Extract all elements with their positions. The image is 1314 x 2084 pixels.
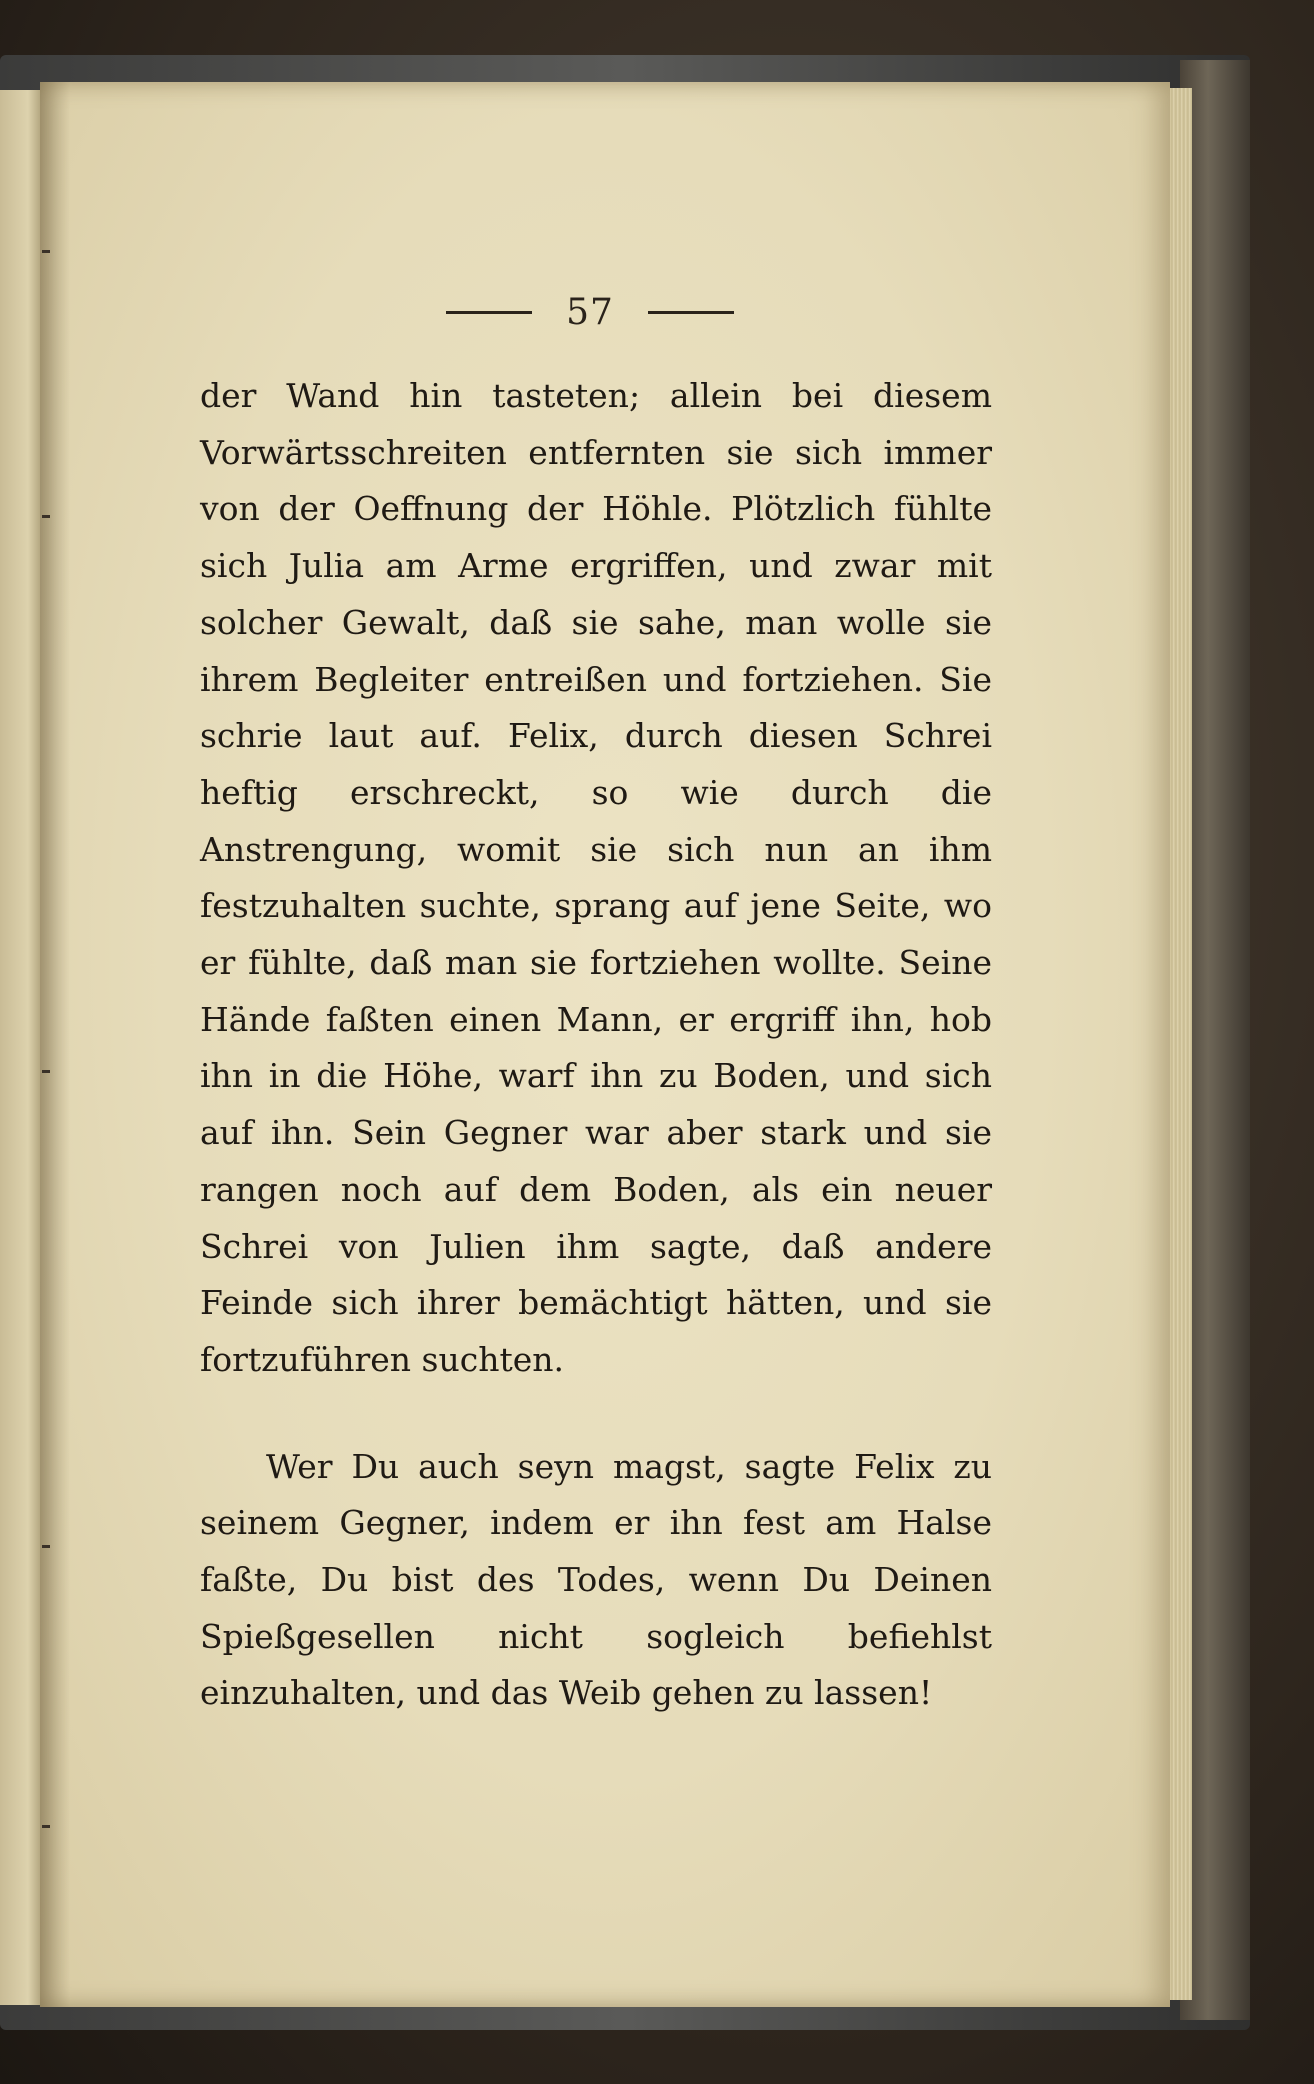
margin-mark bbox=[42, 1825, 50, 1828]
margin-mark bbox=[42, 1070, 50, 1073]
gutter-shadow bbox=[40, 82, 70, 2007]
previous-page-edge bbox=[0, 90, 40, 2005]
page-stack-edge bbox=[1170, 88, 1192, 2000]
margin-mark bbox=[42, 1545, 50, 1548]
page-header bbox=[440, 282, 740, 342]
paragraph-2: Wer Du auch seyn magst, sagte Felix zu seinem Gegner, indem er ihn fest am Halse faßte, Du bist des Todes, wenn Du Deinen Spießgesellen nicht sogleich befiehlst einzuhalten, und das Weib gehen zu lassen! bbox=[200, 1446, 992, 1713]
header-rule-right bbox=[648, 311, 734, 314]
page-number: 57 bbox=[566, 291, 614, 333]
margin-mark bbox=[42, 515, 50, 518]
body-text bbox=[200, 368, 992, 1722]
header-rule-left bbox=[446, 311, 532, 314]
margin-mark bbox=[42, 250, 50, 253]
paragraph-1: der Wand hin tasteten; allein bei diesem Vorwärtsschreiten entfernten sie sich immer von der Oeffnung der Höhle. Plötzlich fühlte sich Julia am Arme ergriffen, und zwar mit solcher Gewalt, daß sie sahe, man wolle sie ihrem Begleiter entreißen und fortziehen. Sie schrie laut auf. Felix, durch diesen Schrei heftig erschreckt, so wie durch die Anstrengung, womit sie sich nun an ihm festzuhalten suchte, sprang auf jene Seite, wo er fühlte, daß man sie fortziehen wollte. Seine Hände faßten einen Mann, er ergriff ihn, hob ihn in die Höhe, warf ihn zu Boden, und sich auf ihn. Sein Gegner war aber stark und sie rangen noch auf dem Boden, als ein neuer Schrei von Julien ihm sagte, daß andere Feinde sich ihrer bemächtigt hätten, und sie fortzuführen suchten. bbox=[200, 376, 992, 1379]
